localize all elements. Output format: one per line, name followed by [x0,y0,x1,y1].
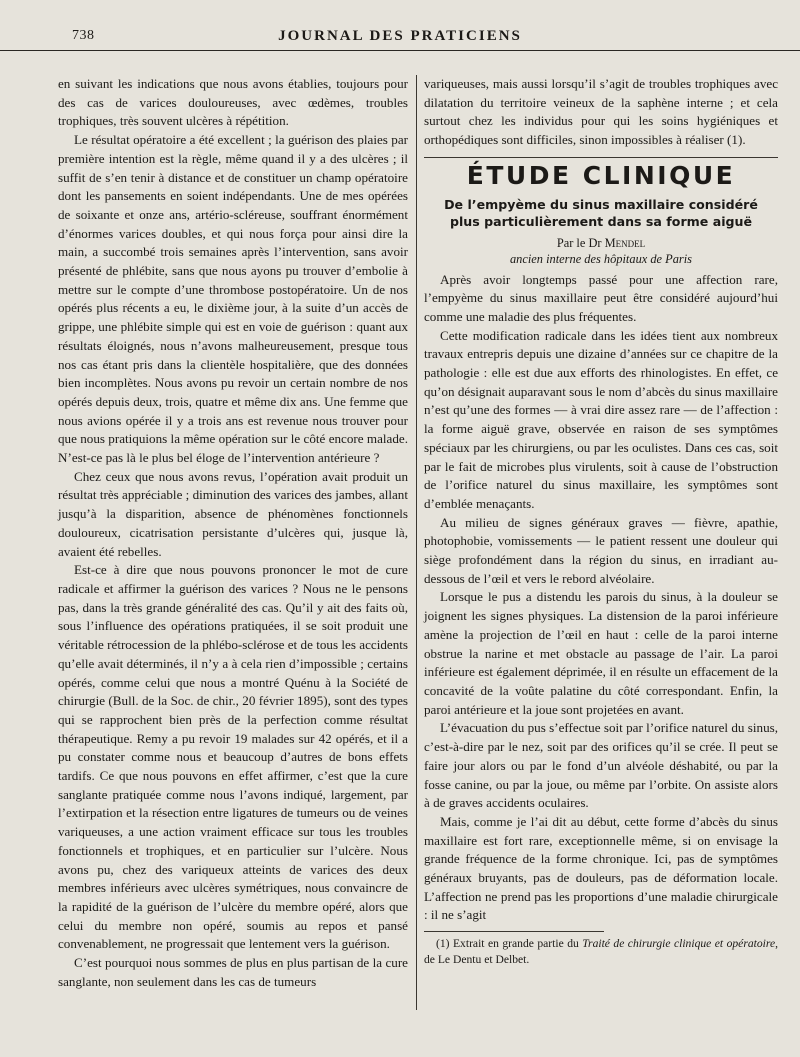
paragraph: variqueuses, mais aussi lorsqu’il s’agit de troubles trophiques avec dilatation du territoire veineux de la saphène interne ; et cela surtout chez les individus pour qui les soins hygiéniques et orthopédiques sont difficiles, sinon impossibles à réaliser (1). [424,76,778,148]
paragraph: Est-ce à dire que nous pouvons prononcer le mot de cure radicale et affirmer la guérison des varices ? Nous ne le pensons pas, dans la très grande généralité des cas. Qu’il y ait des faits où, sous l’influence des opérations pratiquées, il se soit produit une véritable rétrocession de la phlébo-sclérose et de tous les accidents qu’elle avait déterminés, il n’y a à cela rien d’impossible ; certains opérés, comme celui que nous a montré Quénu à la Société de chirurgie (Bull. de la Soc. de chir., 20 février 1895), sont des types qui se rapprochent bien près de la perfection comme résultat thérapeutique. Remy a pu revoir 19 malades sur 42 opérés, et il a pu constater comme nous et beaucoup d’autres de bons effets tardifs. Ce que nous pouvons en effet affirmer, c’est que la cure sanglante pratiquée comme nous l’avons indiqué, largement, par l’extirpation et la résection entre ligatures de tumeurs ou de veines variqueuses, a une action vraiment efficace sur tous les troubles fonctionnels et trophiques, et en particulier sur l’ulcère. Nous avons pu, chez des variqueux atteints de varices des deux membres inférieurs avec ulcères symétriques, nous convaincre de la rapidité de la guérison de l’ulcère du membre opéré, alors que celui du membre non opéré, soumis au repos et pansé convenablement, ne progressait que lentement vers la guérison. [58,562,408,952]
right-column [424,75,778,968]
paragraph: Après avoir longtemps passé pour une affection rare, l’empyème du sinus maxillaire peut être considéré aujourd’hui comme une maladie des plus fréquentes. [424,271,778,324]
paragraph: Chez ceux que nous avons revus, l’opération avait produit un résultat très appréciable ; diminution des varices des jambes, allant jusqu’à la disparition, absence de phénomènes fonctionnels douloureux, cicatrisation persistante d’ulcères qui, jusque là, avaient été rebelles. [58,468,408,559]
article-title: De l’empyème du sinus maxillaire considéré plus particulièrement dans sa forme aiguë [444,196,758,229]
running-title: JOURNAL DES PRATICIENS [278,28,522,44]
footnote [424,936,778,968]
byline [424,235,778,251]
column-divider [416,75,417,1010]
footnote-tail: , de Le Dentu et Delbet. [424,937,778,967]
section-title: ÉTUDE CLINIQUE [466,160,736,190]
footnote-work: Traité de chirurgie clinique et opératoire [582,937,776,951]
section-rule [424,157,778,158]
page-number: 738 [72,28,95,43]
byline-prefix: Par le Dr [556,235,602,250]
footnote-rule [424,931,604,932]
page-header [0,28,800,51]
paragraph: Lorsque le pus a distendu les parois du sinus, à la douleur se joignent les signes physiques. La distension de la paroi inférieure amène la projection de l’œil en haut : celle de la paroi interne obstrue la narine et met obstacle au passage de l’air. La paroi inférieure est également déprimée, il en résulte un effacement de la concavité de la voûte palatine du côté correspondant. Enfin, la paroi antérieure et la joue sont projetées en avant. [424,589,778,717]
author-name: Mendel [604,235,646,250]
paragraph: Mais, comme je l’ai dit au début, cette forme d’abcès du sinus maxillaire est fort rare, exceptionnelle même, si on envisage la grande fréquence de la forme chronique. Ici, pas de symptômes généraux bruyants, pas de douleurs, pas de déformation locale. L’affection ne prend pas les proportions d’une maladie chirurgicale : il ne s’agit [424,813,778,923]
paragraph: Le résultat opératoire a été excellent ; la guérison des plaies par première intention est la règle, même quand il y a des ulcères ; il suffit de s’en tenir à distance et de constituer un champ opératoire dont les pansements en soient indépendants. Une de mes opérées de soixante et onze ans, artério-scléreuse, souffrant énormément d’énormes varices doubles, et qui nous força pour ainsi dire la main, a succombé trois semaines après l’intervention, sans avoir présenté de phlébite, sans que nous ayons pu trouver d’embolie à mettre sur le compte d’une thrombose postopératoire. Un de nos opérés plus récents a eu, le dixième jour, à la suite d’un accès de grippe, une phlébite simple qui est en voie de guérison : quant aux résultats éloignés, nous n’avons malheureusement, presque tous nos cas étant pris dans la clientèle hospitalière, que des données bien incomplètes. Nous avons pu revoir un certain nombre de nos opérés depuis deux, trois, quatre et même dix ans. Une femme que nous avions opérée il y a trois ans est revenue nous trouver pour que nous pratiquions la même opération sur le côté encore malade. N’est-ce pas là le plus bel éloge de l’intervention antérieure ? [58,132,408,466]
paragraph: Au milieu de signes généraux graves — fièvre, apathie, photophobie, vomissements — le patient ressent une douleur qui siège profondément dans la région du sinus, en irradiant au-dessous de l’œil et vers le rebord alvéolaire. [424,514,778,586]
author-role: ancien interne des hôpitaux de Paris [509,251,693,266]
paragraph: L’évacuation du pus s’effectue soit par l’orifice naturel du sinus, c’est-à-dire par le nez, soit par des orifices qu’il se crée. Il peut se faire jour alors ou par le fond d’un alvéole déshabité, ou par la fosse canine, ou par la joue, ou même par l’orbite. On assiste alors à de graves accidents oculaires. [424,720,778,811]
paragraph: en suivant les indications que nous avons établies, toujours pour des cas de varices douloureuses, avec œdèmes, troubles trophiques, très souvent ulcères à répétition. [58,76,408,129]
paragraph: C’est pourquoi nous sommes de plus en plus partisan de la cure sanglante, non seulement dans les cas de tumeurs [58,955,408,989]
paragraph: Cette modification radicale dans les idées tient aux nombreux travaux entrepris depuis une dizaine d’années sur ce chapitre de la pathologie : elle est due aux efforts des rhinologistes. En effet, ce qu’on désignait auparavant sous le nom d’abcès du sinus maxillaire n’est qu’une des formes — à vrai dire assez rare — de l’affection : la forme aiguë grave, observée en raison de ses symptômes spéciaux par les chirurgiens, ou par les oculistes. Dans ces cas, soit par le fait de microbes plus virulents, soit à cause de l’obstruction de l’orifice naturel du sinus maxillaire, les symptômes sont d’emblée menaçants. [424,327,778,511]
footnote-lead: (1) Extrait en grande partie du [436,937,579,951]
left-column [58,75,408,991]
